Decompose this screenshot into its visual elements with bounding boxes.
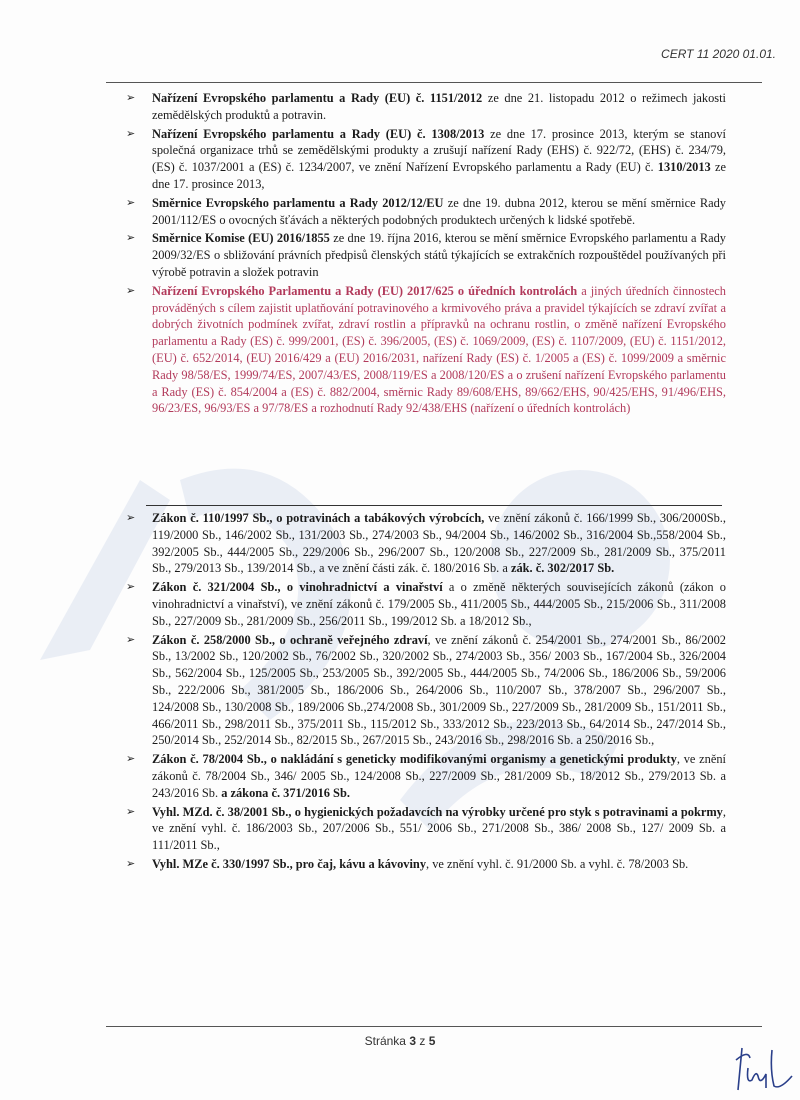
list-item bbox=[126, 126, 726, 193]
law-text: ve znění zákonů č. 166/1999 Sb., 306/2000Sb., 119/2000 Sb., 146/2002 Sb., 131/2003 Sb., 274/2003 Sb., 94/2004 Sb., 146/2002 Sb., 316/2004 Sb.,558/2004 Sb., 392/2005 Sb., 444/2005 Sb., 229/2006 Sb., 296/2007 Sb., 120/2008 Sb., 227/2009 Sb., 281/2009 Sb., 375/2011 Sb., 279/2013 Sb., 139/2014 Sb., a ve znění části zák. č. 180/2016 Sb. a bbox=[152, 511, 726, 576]
law-text: , ve znění zákonů č. 78/2004 Sb., 346/ 2005 Sb., 124/2008 Sb., 227/2009 Sb., 281/2009 Sb., 18/2012 Sb., 279/2013 Sb. a 243/2016 Sb. bbox=[152, 752, 726, 800]
regulation-title: Nařízení Evropského Parlamentu a Rady (EU) 2017/625 o úředních kontrolách bbox=[152, 283, 578, 298]
page-number bbox=[0, 1034, 800, 1048]
arrow-bullet-icon: ➢ bbox=[126, 126, 136, 140]
arrow-bullet-icon: ➢ bbox=[126, 283, 136, 297]
list-item bbox=[126, 230, 726, 280]
arrow-bullet-icon: ➢ bbox=[126, 91, 136, 104]
law-title: Zákon č. 258/2000 Sb., o ochraně veřejného zdraví bbox=[152, 632, 428, 647]
law-title: Zákon č. 321/2004 Sb., o vinohradnictví a vinařství bbox=[152, 580, 443, 595]
list-item-highlighted bbox=[126, 283, 726, 417]
law-title: Zákon č. 78/2004 Sb., o nakládání s geneticky modifikovanými organismy a genetickými produkty bbox=[152, 752, 677, 767]
law-title: Zákon č. 110/1997 Sb., o potravinách a tabákových výrobcích, bbox=[152, 511, 485, 525]
law-title: Vyhl. MZe č. 330/1997 Sb., pro čaj, kávu a kávoviny bbox=[152, 856, 427, 871]
regulation-text: ze dne 21. listopadu 2012 o režimech jakosti zemědělských produktů a potravin. bbox=[152, 91, 727, 122]
list-item bbox=[126, 804, 726, 854]
arrow-bullet-icon: ➢ bbox=[126, 511, 136, 524]
law-text: , ve znění vyhl. č. 186/2003 Sb., 207/2006 Sb., 551/ 2006 Sb., 271/2008 Sb., 386/ 2008 Sb., 127/ 2009 Sb. a 111/2011 Sb., bbox=[152, 804, 726, 853]
signature-icon bbox=[732, 1040, 796, 1094]
regulation-title: Nařízení Evropského parlamentu a Rady (EU) č. 1151/2012 bbox=[152, 91, 483, 105]
arrow-bullet-icon: ➢ bbox=[126, 632, 136, 646]
section-divider bbox=[146, 505, 722, 506]
regulation-title: Nařízení Evropského parlamentu a Rady (EU) č. 1308/2013 bbox=[152, 126, 485, 141]
regulation-text: ze dne 19. října 2016, kterou se mění směrnice Evropského parlamentu a Rady 2009/32/ES o sbližování právních předpisů členských států týkajících se extrakčních rozpouštědel používaných při výrobě potravin a složek potravin bbox=[152, 231, 726, 279]
list-item bbox=[126, 632, 726, 750]
eu-regulations-list bbox=[126, 90, 726, 419]
header-divider bbox=[106, 82, 762, 83]
document-id: CERT 11 2020 01.01. bbox=[661, 47, 776, 61]
list-item bbox=[126, 90, 726, 124]
page-label: Stránka bbox=[364, 1034, 410, 1048]
arrow-bullet-icon: ➢ bbox=[126, 856, 136, 870]
arrow-bullet-icon: ➢ bbox=[126, 752, 136, 766]
page-current: 3 bbox=[409, 1034, 417, 1048]
regulation-text: a jiných úředních činnostech prováděných s cílem zajistit uplatňování potravinového a krmivového práva a pravidel týkajících se zdraví zvířat a dobrých životních podmínek zvířat, zdraví rostlin a přípravků na ochranu rostlin, o změně nařízení Evropského parlamentu a Rady (ES) č. 999/2001, (ES) č. 396/2005, (ES) č. 1069/2009, (ES) č. 1107/2009, (EU) č. 1151/2012, (EU) č. 652/2014, (EU) 2016/429 a (EU) 2016/2031, nařízení Rady (ES) č. 1/2005 a (ES) č. 1099/2009 a směrnic Rady 98/58/ES, 1999/74/ES, 2007/43/ES, 2008/119/ES a 2008/120/ES a o zrušení nařízení Evropského parlamentu a Rady (ES) č. 854/2004 a (ES) č. 882/2004, směrnic Rady 89/608/EHS, 89/662/EHS, 90/425/EHS, 91/496/EHS, 96/23/ES, 96/93/ES a 97/78/ES a rozhodnutí Rady 92/438/EHS (nařízení o úředních kontrolách) bbox=[152, 283, 726, 416]
list-item bbox=[126, 856, 726, 873]
regulation-text: ze dne 19. dubna 2012, kterou se mění směrnice Rady 2001/112/ES o ovocných šťávách a některých podobných produktech určených k lidské spotřebě. bbox=[152, 195, 726, 227]
law-text: , ve znění zákonů č. 254/2001 Sb., 274/2001 Sb., 86/2002 Sb., 13/2002 Sb., 120/2002 Sb., 76/2002 Sb., 320/2002 Sb., 274/2003 Sb., 356/ 2003 Sb., 167/2004 Sb., 326/2004 Sb., 562/2004 Sb., 125/2005 Sb., 253/2005 Sb., 392/2005 Sb., 444/2005 Sb., 74/2006 Sb., 186/2006 Sb., 59/2006 Sb., 222/2006 Sb., 381/2005 Sb., 186/2006 Sb., 264/2006 Sb., 110/2007 Sb., 378/2007 Sb., 296/2007 Sb., 124/2008 Sb., 130/2008 Sb., 189/2006 Sb.,274/2008 Sb., 301/2009 Sb., 227/2009 Sb., 281/2009 Sb., 151/2011 Sb., 466/2011 Sb., 298/2011 Sb., 375/2011 Sb., 115/2012 Sb., 333/2012 Sb., 223/2013 Sb., 64/2014 Sb., 247/2014 Sb., 250/2014 Sb., 252/2014 Sb., 82/2015 Sb., 267/2015 Sb., 243/2016 Sb., 298/2016 Sb. a 250/2016 Sb., bbox=[152, 632, 726, 748]
regulation-title: Směrnice Komise (EU) 2016/1855 bbox=[152, 231, 330, 246]
regulation-amendment: 1310/2013 bbox=[657, 160, 711, 175]
list-item bbox=[126, 195, 726, 229]
arrow-bullet-icon: ➢ bbox=[126, 231, 136, 245]
footer-divider bbox=[106, 1026, 762, 1027]
page-separator: z bbox=[416, 1034, 429, 1048]
law-amendment: a zákona č. 371/2016 Sb. bbox=[218, 785, 350, 800]
arrow-bullet-icon: ➢ bbox=[126, 580, 136, 594]
law-title: Vyhl. MZd. č. 38/2001 Sb., o hygienických požadavcích na výrobky určené pro styk s potravinami a pokrmy bbox=[152, 804, 723, 819]
arrow-bullet-icon: ➢ bbox=[126, 804, 136, 818]
law-text: a o změně některých souvisejících zákonů (zákon o vinohradnictví a vinařství), ve znění zákonů č. 179/2005 Sb., 411/2005 Sb., 444/2005 Sb., 215/2006 Sb., 311/2008 Sb., 227/2009 Sb., 281/2009 Sb., 256/2011 Sb., 199/2012 Sb. a 18/2012 Sb., bbox=[152, 580, 726, 628]
law-amendment: zák. č. 302/2017 Sb. bbox=[510, 561, 615, 576]
czech-laws-list bbox=[126, 510, 726, 875]
regulation-text: ze dne 17. prosince 2013, kterým se stanoví společná organizace trhů se zemědělskými produkty a zrušují nařízení Rady (EHS) č. 922/72, (EHS) č. 234/79, (ES) č. 1037/2001 a (ES) č. 1234/2007, ve znění Nařízení Evropského parlamentu a Rady (EU) č. bbox=[152, 126, 726, 175]
regulation-text-tail: ze dne 17. prosince 2013, bbox=[152, 160, 726, 191]
regulation-title: Směrnice Evropského parlamentu a Rady 2012/12/EU bbox=[152, 195, 444, 210]
list-item bbox=[126, 510, 726, 577]
list-item bbox=[126, 579, 726, 629]
list-item bbox=[126, 751, 726, 801]
law-text: , ve znění vyhl. č. 91/2000 Sb. a vyhl. č. 78/2003 Sb. bbox=[426, 856, 689, 871]
arrow-bullet-icon: ➢ bbox=[126, 195, 136, 209]
page-total: 5 bbox=[428, 1034, 436, 1048]
